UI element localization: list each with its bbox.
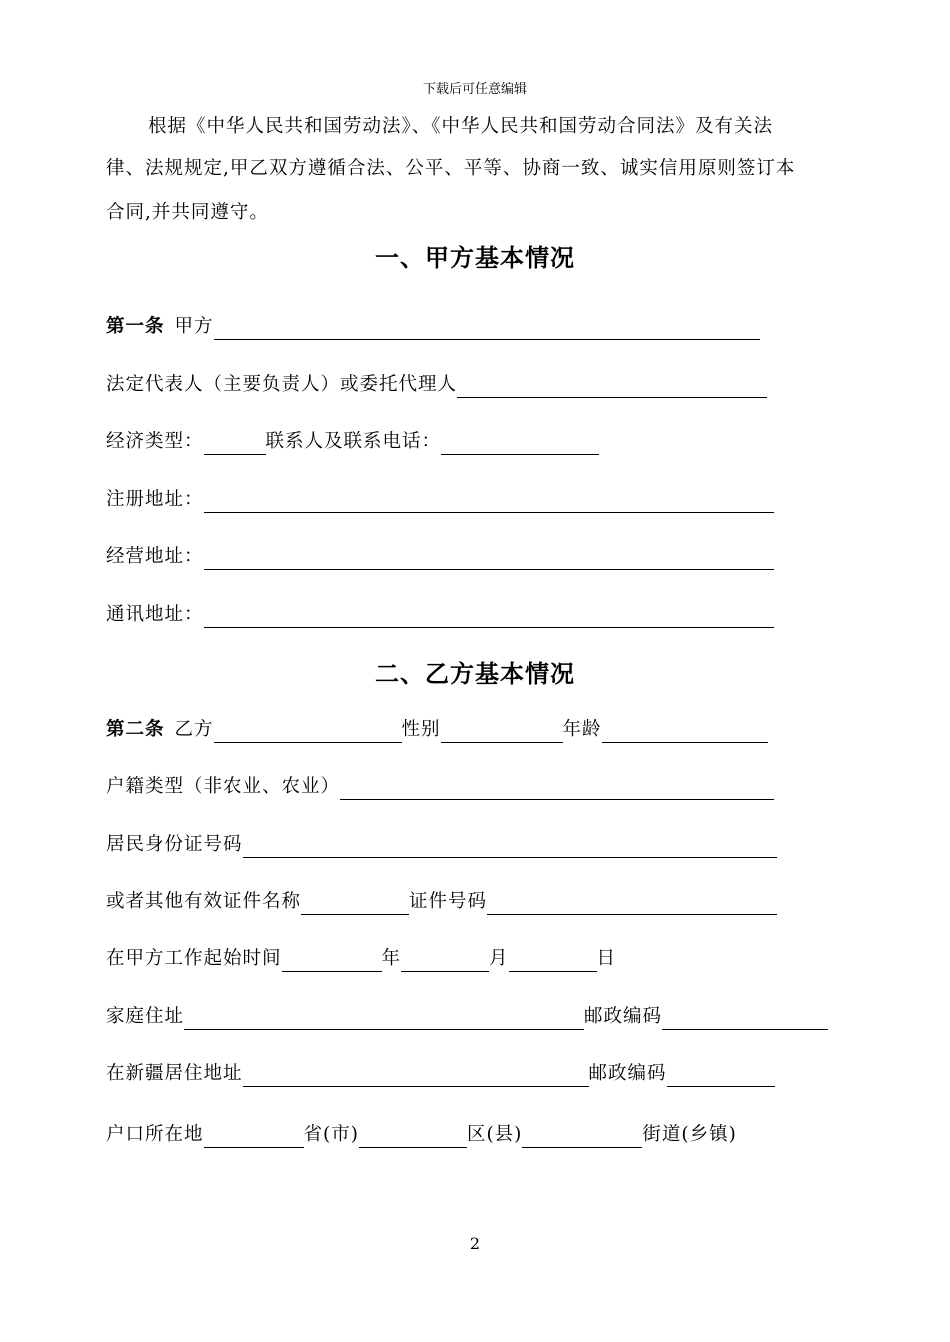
month-field[interactable] — [401, 951, 489, 972]
id-label: 居民身份证号码 — [106, 834, 243, 855]
intro-line-1: 根据《中华人民共和国劳动法》、《中华人民共和国劳动合同法》及有关法 — [148, 116, 774, 137]
xj-addr-row — [106, 1061, 775, 1087]
postcode2-label: 邮政编码 — [588, 1063, 667, 1084]
legal-rep-label: 法定代表人（主要负责人）或委托代理人 — [106, 374, 458, 395]
section-2-title: 二、乙方基本情况 — [375, 660, 575, 688]
cert-no-label: 证件号码 — [409, 891, 488, 912]
party-a-label: 甲方 — [174, 316, 214, 337]
hukou-loc-row — [106, 1122, 737, 1148]
postcode-label: 邮政编码 — [584, 1006, 663, 1027]
month-label: 月 — [489, 948, 509, 969]
clause-1-label: 第一条 — [106, 316, 165, 337]
party-b-label: 乙方 — [174, 719, 214, 740]
other-cert-field[interactable] — [301, 894, 409, 915]
intro-line-2: 律、法规规定,甲乙双方遵循合法、公平、平等、协商一致、诚实信用原则签订本 — [106, 158, 796, 179]
econ-type-row — [106, 429, 599, 455]
hukou-type-label: 户籍类型（非农业、农业） — [106, 776, 341, 797]
district-field[interactable] — [359, 1127, 467, 1148]
party-b-row — [106, 717, 768, 743]
postcode2-field[interactable] — [667, 1066, 775, 1087]
biz-addr-label: 经营地址： — [106, 546, 204, 567]
id-field[interactable] — [243, 837, 777, 858]
legal-rep-field[interactable] — [457, 377, 767, 398]
gender-label: 性别 — [401, 719, 441, 740]
district-label: 区(县) — [466, 1124, 523, 1145]
page-number: 2 — [469, 1234, 481, 1253]
age-label: 年龄 — [562, 719, 602, 740]
cert-no-field[interactable] — [487, 894, 777, 915]
biz-addr-field[interactable] — [204, 549, 774, 570]
reg-addr-field[interactable] — [204, 492, 774, 513]
hukou-type-field[interactable] — [340, 779, 774, 800]
intro-line-3: 合同,并共同遵守。 — [106, 202, 269, 223]
province-field[interactable] — [204, 1127, 304, 1148]
id-row — [106, 832, 777, 858]
gender-field[interactable] — [441, 722, 563, 743]
home-addr-field[interactable] — [184, 1009, 584, 1030]
hukou-loc-label: 户口所在地 — [106, 1124, 204, 1145]
clause-2-label: 第二条 — [106, 719, 165, 740]
year-label: 年 — [381, 948, 402, 969]
econ-type-field[interactable] — [204, 434, 266, 455]
hukou-type-row — [106, 774, 774, 800]
postcode-field[interactable] — [662, 1009, 828, 1030]
start-time-label: 在甲方工作起始时间 — [106, 948, 282, 969]
day-label: 日 — [596, 948, 617, 969]
biz-addr-row — [106, 544, 774, 570]
reg-addr-row — [106, 487, 774, 513]
other-cert-row — [106, 889, 777, 915]
section-1-title: 一、甲方基本情况 — [375, 244, 575, 272]
party-b-field[interactable] — [214, 722, 402, 743]
econ-type-label: 经济类型： — [106, 431, 204, 452]
mail-addr-field[interactable] — [204, 607, 774, 628]
xj-addr-field[interactable] — [243, 1066, 589, 1087]
xj-addr-label: 在新疆居住地址 — [106, 1063, 243, 1084]
mail-addr-row — [106, 602, 774, 628]
party-a-field[interactable] — [214, 319, 760, 340]
start-time-row — [106, 946, 616, 972]
party-a-row — [106, 314, 760, 340]
reg-addr-label: 注册地址： — [106, 489, 204, 510]
mail-addr-label: 通讯地址： — [106, 604, 204, 625]
contact-field[interactable] — [441, 434, 599, 455]
year-field[interactable] — [282, 951, 382, 972]
day-field[interactable] — [509, 951, 597, 972]
street-label: 街道(乡镇) — [642, 1124, 737, 1145]
age-field[interactable] — [602, 722, 768, 743]
province-label: 省(市) — [303, 1124, 359, 1145]
street-field[interactable] — [522, 1127, 642, 1148]
legal-rep-row — [106, 372, 767, 398]
contact-label: 联系人及联系电话： — [265, 431, 442, 452]
home-addr-label: 家庭住址 — [106, 1006, 185, 1027]
header-note: 下载后可任意编辑 — [422, 82, 527, 97]
other-cert-label: 或者其他有效证件名称 — [106, 891, 302, 912]
home-addr-row — [106, 1004, 828, 1030]
